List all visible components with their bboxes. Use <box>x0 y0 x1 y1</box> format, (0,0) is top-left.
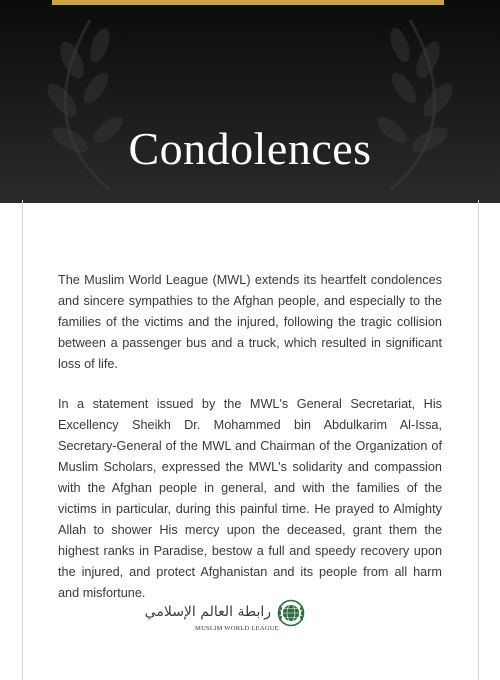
arabic-calligraphy-logo <box>144 598 273 622</box>
article-paragraph-2: In a statement issued by the MWL's General Secretariat, His Excellency Sheikh Dr. Mohammed bin Abdulkarim Al-Issa, Secretary-General of the MWL and Chairman of the Organization of Muslim Scholars, expressed the MWL's solidarity and compassion with the Afghan people in general, and with the families of the victims in particular, during this painful time. He prayed to Almighty Allah to shower His mercy upon the deceased, grant them the highest ranks in Paradise, bestow a full and speedy recovery upon the injured, and protect Afghanistan and its people from all harm and misfortune. <box>58 397 442 600</box>
logo-english-name: MUSLIM WORLD LEAGUE <box>195 625 279 632</box>
page-title: Condolences <box>128 123 372 174</box>
mwl-logo <box>144 596 308 641</box>
header-banner <box>0 0 500 203</box>
globe-emblem-icon <box>277 596 305 632</box>
svg-text:رابطة العالم الإسلامي: رابطة العالم الإسلامي <box>144 604 271 620</box>
article-paragraph-1: The Muslim World League (MWL) extends its heartfelt condolences and sincere sympathies to the Afghan people, and especially to the families of the victims and the injured, following the tragic collision between a passenger bus and a truck, which resulted in significant loss of life. <box>58 273 442 371</box>
article-body <box>58 270 442 623</box>
